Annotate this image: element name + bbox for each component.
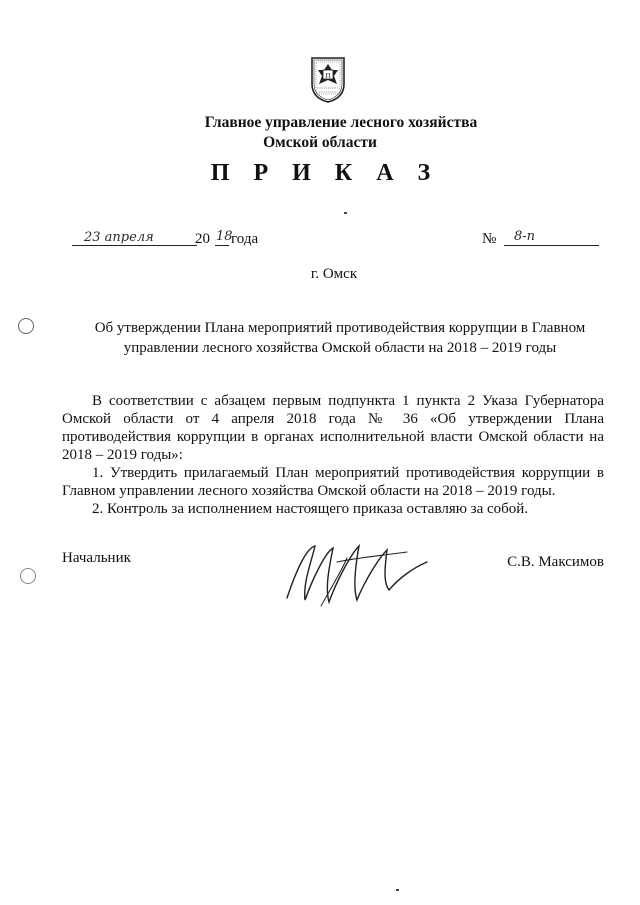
number-underline	[504, 245, 599, 246]
year-handwritten: 18	[216, 229, 233, 244]
signatory-name: С.В. Максимов	[507, 554, 604, 570]
order-body	[62, 392, 604, 518]
date-underline	[72, 245, 197, 246]
scan-speck	[396, 889, 399, 891]
date-number-row	[62, 230, 602, 254]
year-prefix: 20	[195, 231, 210, 247]
signatory-position: Начальник	[62, 550, 131, 566]
order-subject	[70, 318, 610, 358]
binder-hole-mark	[18, 318, 34, 334]
handwritten-signature-icon	[267, 528, 447, 618]
order-number-handwritten: 8-п	[514, 229, 536, 244]
order-date-handwritten: 23 апреля	[84, 230, 154, 245]
omsk-coat-of-arms-icon	[308, 54, 348, 104]
number-sign: №	[482, 231, 497, 247]
subject-line2: управлении лесного хозяйства Омской области на 2018 – 2019 годы	[123, 340, 557, 356]
organization-name-line2: Омской области	[263, 134, 377, 151]
subject-line1: Об утверждении Плана мероприятий противодействия коррупции в Главном	[94, 320, 586, 336]
scan-speck	[344, 212, 347, 214]
order-item-2: 2. Контроль за исполнением настоящего приказа оставляю за собой.	[92, 501, 529, 517]
year-word: года	[231, 231, 259, 247]
svg-text:П: П	[325, 72, 331, 80]
document-title: П Р И К А З	[210, 160, 440, 186]
city: г. Омск	[310, 266, 358, 282]
signature-block	[62, 550, 604, 630]
preamble-paragraph: В соответствии с абзацем первым подпункта 1 пункта 2 Указа Губернатора Омской области от 4 апреля 2018 года № 36 «Об утверждении Плана противодействия коррупции в органах исполнительной власти Омской области на 2018 – 2019 годы»:	[62, 393, 604, 463]
binder-hole-mark	[20, 568, 36, 584]
organization-name-line1: Главное управление лесного хозяйства	[204, 114, 478, 131]
order-item-1: 1. Утвердить прилагаемый План мероприятий противодействия коррупции в Главном управлении лесного хозяйства Омской области на 2018 – 2019 годы.	[62, 465, 604, 499]
year-underline	[215, 245, 229, 246]
